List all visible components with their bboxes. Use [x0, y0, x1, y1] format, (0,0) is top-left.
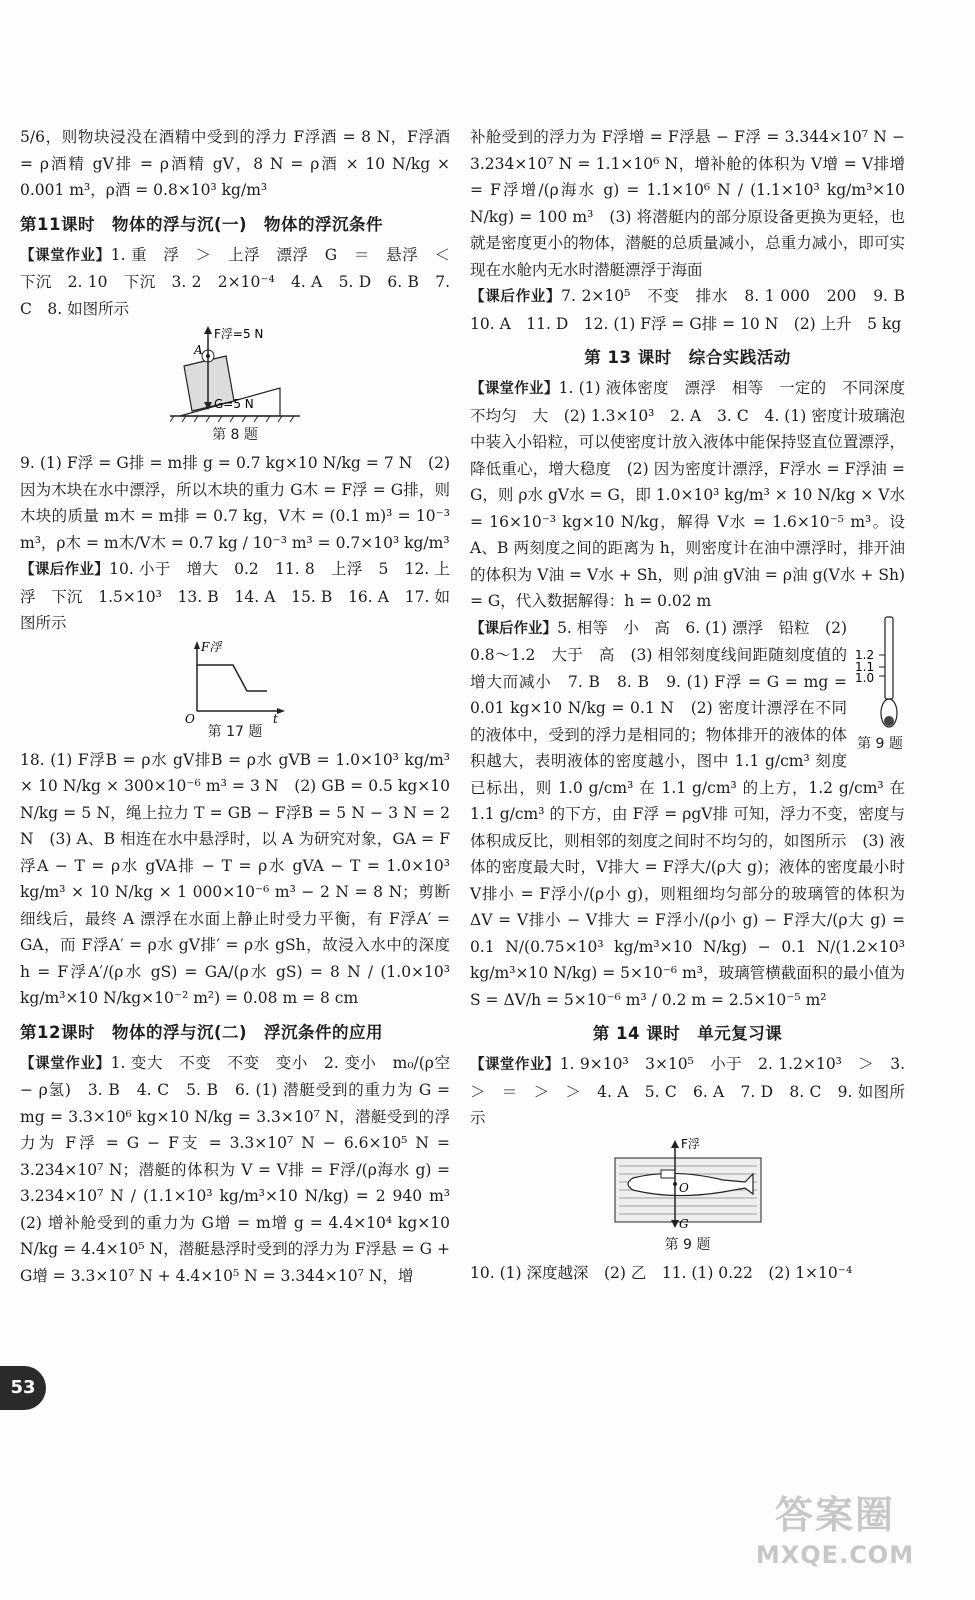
hydrometer-mark-high: 1.2: [855, 647, 875, 662]
incline-block-diagram: [170, 326, 300, 426]
hydrometer-mark-mid: 1.1: [855, 659, 875, 674]
fig17-y-label: F浮: [201, 640, 222, 654]
class-work-answers: 1. (1) 液体密度 漂浮 相等 一定的 不同深度 不均匀 大 (2) 1.3×10³ 2. A 3. C 4. (1) 密度计玻璃泡中装入小铅粒，可以使密度计放入液体中能保持竖直位置漂浮，降低重心，增大稳度 (2) 因为密度计漂浮，F浮水 = F浮油 = G，则 ρ水 gV水 = G，即 1.0×10³ kg/m³ × 10 N/kg × V水 = 16×10⁻³ kg×10 N/kg，解得 V水 = 1.6×10⁻⁵ m³。设 A、B 两刻度之间的距离为 h，则密度计在油中漂浮时，排开油的体积为 V油 = V水 + Sh，则 ρ油 gV油 = ρ油 g(V水 + Sh) = G，代入数据解得：h = 0.02 m: [470, 379, 921, 610]
submarine-center-label: O: [678, 1180, 689, 1195]
watermark-cn: 答案圈: [774, 1493, 895, 1537]
after-work-answers: 7. 2×10⁵ 不变 排水 8. 1 000 200 9. B 10. A 11. D 12. (1) F浮 = G排 = 10 N (2) 上升 5 kg: [470, 287, 921, 333]
lesson-12-continued: 补舱受到的浮力为 F浮增 = F浮悬 − F浮 = 3.344×10⁷ N − 3.234×10⁷ N = 1.1×10⁶ N，增补舱的体积为 V增 = V排增 = F浮增/(ρ海水 g) = 1.1×10⁶ N / (1.1×10³ kg/m³×10 N/kg) = 100 m³ (3) 将潜艇内的部分原设备更换为更轻，也就是密度更小的物体，潜艇的总质量减小，总重力减小，即可实现在水舱内无水时潜艇漂浮于海面: [470, 128, 905, 279]
lesson-12-title: 第12课时 物体的浮与沉(二) 浮沉条件的应用: [20, 1022, 384, 1042]
lesson-12-after-work: [470, 283, 921, 337]
lesson-13-title: 第 13 课时 综合实践活动: [584, 348, 791, 367]
class-work-answers: 1. 变大 不变 不变 变小 2. 变小 m₀/(ρ空 − ρ氢) 3. B 4. C 5. B 6. (1) 潜艇受到的重力为 G = mg = 3.3×10⁶ kg×10 N/kg = 3.3×10⁷ N，潜艇受到的浮力为 F浮 = G − F支 = 3.3×10⁷ N − 6.6×10⁵ N = 3.234×10⁷ N；潜艇的体积为 V = V排 = F浮/(ρ海水 g) = 3.234×10⁷ N / (1.1×10³ kg/m³×10 N/kg) = 2 940 m³ (2) 增补舱受到的重力为 G增 = m增 g = 4.4×10⁴ kg×10 N/kg = 4.4×10⁵ N，潜艇悬浮时受到的浮力为 F浮悬 = G + G增 = 3.3×10⁷ N + 4.4×10⁵ N = 3.344×10⁷ N，增: [20, 1053, 466, 1285]
after-work-tag: 【课后作业】: [470, 620, 558, 637]
fig17-origin-label: O: [185, 711, 195, 723]
submarine-buoyancy-label: F浮: [680, 1136, 700, 1151]
watermark-en: MXQE.COM: [755, 1541, 915, 1569]
class-work-tag: 【课堂作业】: [20, 247, 111, 264]
lesson-11-class-work: [20, 242, 466, 323]
after-work-answers: 5. 相等 小 高 6. (1) 漂浮 铅粒 (2) 0.8～1.2 大于 高 (3) 相邻刻度线间距随刻度值的增大而减小 7. B 8. B 9. (1) F浮 = G = mg = 0.01 kg×10 N/kg = 0.1 N (2) 密度计漂浮在不同的液体中，受到的浮力是相同的；物体排开的液体的体积越大，表明液体的密度越小，图中 1.1 g/cm³ 刻度已标出，则 1.0 g/cm³ 在 1.1 g/cm³ 的上方，1.2 g/cm³ 在 1.1 g/cm³ 的下方，由 F浮 = ρgV排 可知，浮力不变，密度与体积成反比，则相邻的刻度之间时不均匀的，如图所示 (3) 液体的密度最大时，V排大 = F浮大/(ρ大 g)；液体的密度最小时 V排小 = F浮小/(ρ小 g)，则粗细均匀部分的玻璃管的体积为 ΔV = V排小 − V排大 = F浮小/(ρ小 g) − F浮大/(ρ大 g) = 0.1 N/(0.75×10³ kg/m³×10 N/kg) − 0.1 N/(1.2×10³ kg/m³×10 N/kg) = 5×10⁻⁶ m³，玻璃管横截面积的最小值为 S = ΔV/h = 5×10⁻⁶ m³ / 0.2 m = 2.5×10⁻⁵ m²: [470, 618, 905, 1009]
after-work-answers: 10. 小于 增大 0.2 11. 8 上浮 5 12. 上浮 下沉 1.5×10³ 13. B 14. A 15. B 16. A 17. 如图所示: [20, 560, 451, 632]
hydrometer-diagram: [855, 615, 905, 735]
lesson-13-after-block: [470, 615, 905, 1014]
fig8-gravity-label: G=5 N: [214, 397, 254, 411]
submarine-diagram: [613, 1136, 763, 1236]
class-work-answers: 1. 9×10³ 3×10⁵ 小于 2. 1.2×10³ ＞ 3. ＞ ＝ ＞ ＞ 4. A 5. C 6. A 7. D 8. C 9. 如图所示: [470, 1055, 906, 1127]
lesson-14-last-answers: 10. (1) 深度越深 (2) 乙 11. (1) 0.22 (2) 1×10⁻⁴: [470, 1263, 853, 1282]
fig8-buoyancy-label: F浮=5 N: [214, 327, 264, 341]
figure-9-caption: 第 9 题: [857, 735, 903, 752]
after-work-tag: 【课后作业】: [470, 289, 562, 305]
figure-9-submarine: [470, 1136, 905, 1254]
figure-8: [20, 326, 450, 444]
page-number: 53: [0, 1366, 46, 1410]
lesson-11-title: 第11课时 物体的浮与沉(一) 物体的浮沉条件: [20, 214, 384, 234]
lesson-14-class-work: [470, 1051, 905, 1132]
right-column: [470, 124, 921, 1286]
intro-paragraph: 5/6，则物块浸没在酒精中受到的浮力 F浮酒 = 8 N，F浮酒 = ρ酒精 gV排 = ρ酒精 gV，8 N = ρ酒 × 10 N/kg × 0.001 m³，ρ酒 = 0.8×10³ kg/m³: [20, 128, 450, 199]
fig17-x-label: t: [273, 711, 278, 723]
after-work-tag: 【课后作业】: [20, 562, 110, 578]
hydrometer-mark-low: 1.0: [855, 670, 875, 685]
lesson-13-after-work: [470, 615, 905, 1014]
lesson-14-title: 第 14 课时 单元复习课: [592, 1024, 783, 1043]
class-work-tag: 【课堂作业】: [470, 1057, 560, 1073]
watermark: [735, 1490, 935, 1580]
left-column: [20, 124, 466, 1289]
class-work-answers: 1. 重 浮 ＞ 上浮 漂浮 G ＝ 悬浮 ＜ 下沉 2. 10 下沉 3. 2 2×10⁻⁴ 4. A 5. D 6. B 7. C 8. 如图所示: [20, 245, 466, 318]
figure-17-caption: 第 17 题: [207, 723, 263, 740]
buoyancy-time-graph: [185, 641, 285, 723]
figure-17: [20, 641, 450, 741]
class-work-tag: 【课堂作业】: [20, 1055, 111, 1072]
lesson-12-class-work: [20, 1050, 466, 1290]
class-work-tag: 【课堂作业】: [470, 381, 559, 397]
lesson-13-class-work: [470, 375, 921, 615]
figure-8-caption: 第 8 题: [212, 427, 258, 443]
submarine-gravity-label: G: [678, 1216, 689, 1231]
figure-9-hydrometer: [855, 615, 905, 753]
fig8-point-label: A: [194, 343, 203, 357]
figure-9-submarine-caption: 第 9 题: [664, 1236, 711, 1253]
lesson-11-after-work: [20, 556, 450, 637]
question-18-answer: 18. (1) F浮B = ρ水 gV排B = ρ水 gVB = 1.0×10³ kg/m³ × 10 N/kg × 300×10⁻⁶ m³ = 3 N (2) GB = 0.5 kg×10 N/kg = 5 N，绳上拉力 T = GB − F浮B = 5 N − 3 N = 2 N (3) A、B 相连在水中悬浮时，以 A 为研究对象，GA = F浮A − T = ρ水 gVA排 − T = ρ水 gVA − T = 1.0×10³ kg/m³ × 10 N/kg × 1 000×10⁻⁶ m³ − 2 N = 8 N；剪断细线后，最终 A 漂浮在水面上静止时受力平衡，有 F浮A′ = GA，而 F浮A′ = ρ水 gV排′ = ρ水 gSh，故浸入水中的深度 h = F浮A′/(ρ水 gS) = GA/(ρ水 gS) = 8 N / (1.0×10³ kg/m³×10 N/kg×10⁻² m²) = 0.08 m = 8 cm: [20, 750, 450, 1007]
question-9-answer: 9. (1) F浮 = G排 = m排 g = 0.7 kg×10 N/kg = 7 N (2) 因为木块在水中漂浮，所以木块的重力 G木 = F浮 = G排，则木块的质量 m木 = m排 = 0.7 kg，V木 = (0.1 m)³ = 10⁻³ m³，ρ木 = m木/V木 = 0.7 kg / 10⁻³ m³ = 0.7×10³ kg/m³: [20, 454, 450, 552]
